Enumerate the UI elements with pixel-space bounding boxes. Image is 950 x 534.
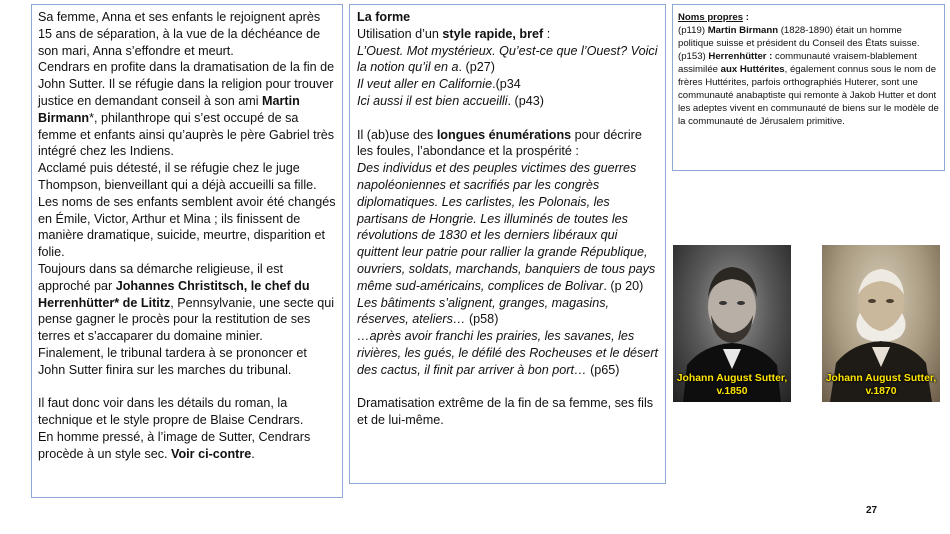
paragraph-5: Toujours dans sa démarche religieuse, il est approché par Johannes Christitsch, le chef du Herrenhütter* de Lititz, Pennsylvanie, une secte qui pense gagner le procès pour la restitution de ses terres et s’accaparer du domaine minier.	[38, 261, 335, 344]
paragraph-2: Cendrars en profite dans la dramatisation de la fin de John Sutter. Il se réfugie dans la religion pour trouver justice en demandant conseil à son ami Martin Birmann*, philanthrope qui s’est occupé de sa femme et enfants ainsi qu’auprès le père Gabriel très intégré chez les Indiens.	[38, 60, 335, 159]
portrait-1850	[673, 245, 791, 402]
paragraph-7: Il faut donc voir dans les détails du roman, la technique et le style propre de Blaise Cendrars.	[38, 396, 304, 428]
form-heading: La forme	[357, 10, 411, 24]
paragraph-8: En homme pressé, à l’image de Sutter, Cendrars procède à un style sec. Voir ci-contre.	[38, 429, 311, 461]
paragraph-4: Les noms de ses enfants semblent avoir été changés en Émile, Victor, Arthur et Mina ; ils finissent de manière dramatique, suicide, meurtre, disparition et folie.	[38, 194, 336, 260]
enumeration-line: Il (ab)use des longues énumérations pour décrire les foules, l’abondance et la prospérité :	[357, 127, 642, 159]
quote-2: Il veut aller en Californie.(p34	[357, 77, 521, 92]
paragraph-3: Acclamé puis détesté, il se réfugie chez le juge Thompson, bienveillant qui a déjà accueilli sa fille.	[38, 161, 317, 192]
quote-6: …après avoir franchi les prairies, les savanes, les rivières, les gués, le défilé des Rocheuses et le désert des cactus, il finit par arriver à bon port… (p65)	[357, 329, 659, 377]
left-text-box	[31, 4, 343, 498]
portrait-1870-caption: Johann August Sutter, v.1870	[825, 373, 937, 397]
paragraph-6: Finalement, le tribunal tardera à se prononcer et John Sutter finira sur les marches du tribunal.	[38, 345, 307, 377]
page-number: 27	[866, 505, 878, 516]
quote-3: Ici aussi il est bien accueilli. (p43)	[357, 93, 544, 108]
dramatisation-line: Dramatisation extrême de la fin de sa femme, ses fils et de lui-même.	[357, 396, 654, 428]
quote-1: L’Ouest. Mot mystérieux. Qu’est-ce que l’Ouest? Voici la notion qu’il en a. (p27)	[357, 43, 658, 75]
notes-title: Noms propres :	[678, 12, 749, 23]
note-birmann: (p119) Martin Birmann (1828-1890) était un homme politique suisse et président du Conseil des États suisse.	[678, 25, 920, 49]
portrait-1850-caption: Johann August Sutter, v.1850	[676, 373, 788, 397]
bold-name-christitsch: Johannes Christitsch, le chef du Herrenhütter* de Lititz	[38, 278, 310, 310]
see-opposite-link: Voir ci-contre	[171, 446, 252, 461]
style-line: Utilisation d’un style rapide, bref :	[357, 26, 551, 41]
note-herrenhutter: (p153) Herrenhütter : communauté vraisem-blablement assimilée aux Huttérites, également connus sous le nom de frères Huttérites, parfois orthographiés Huterer, sont une communauté anabaptiste qui remonte à Jakob Hutter et dont les adeptes vivent en communauté de biens sur le modèle de la communauté de Jérusalem primitive.	[678, 51, 939, 127]
notes-box	[672, 4, 945, 171]
portrait-1870	[822, 245, 940, 402]
bold-name-birmann: Martin Birmann	[38, 93, 300, 125]
paragraph-1: Sa femme, Anna et ses enfants le rejoignent après 15 ans de séparation, à la vue de la déchéance de son mari, Anna s’effondre et meurt.	[38, 10, 321, 58]
quote-5: Les bâtiments s’alignent, granges, magasins, réserves, ateliers… (p58)	[357, 295, 610, 327]
quote-4: Des individus et des peuples victimes des guerres napoléoniennes et sacrifiés par les congrès diplomatiques. Les carlistes, les Polonais, les partisans de Hongrie. Les illuminés de toutes les révolutions de 1830 et les derniers libéraux qui quittent leur patrie pour rallier la grande République, ouvriers, soldats, marchands, banquiers de tous pays même sud-américains, complices de Bolivar. (p 20)	[357, 161, 656, 293]
middle-text-box	[349, 4, 666, 484]
